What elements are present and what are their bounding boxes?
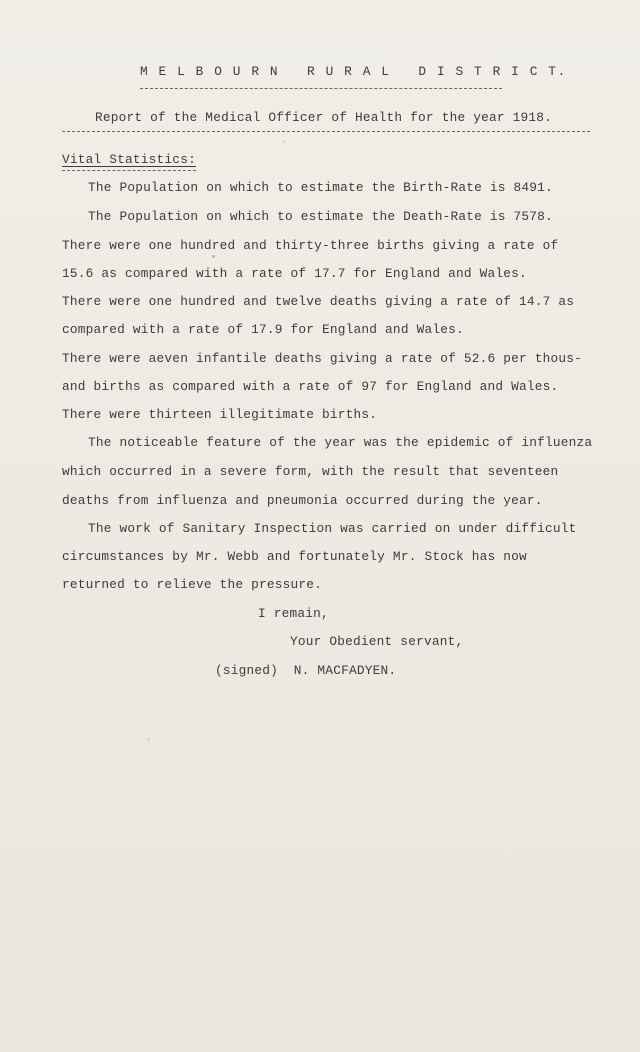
valediction-line: Your Obedient servant, (290, 634, 464, 649)
body-line: 15.6 as compared with a rate of 17.7 for England and Wales. (62, 266, 527, 281)
body-line: compared with a rate of 17.9 for England and Wales. (62, 322, 464, 337)
section-heading-rule (62, 170, 196, 171)
paper-speck (282, 140, 285, 143)
closing-line: I remain, (258, 606, 329, 621)
paper-speck (212, 255, 215, 258)
body-line: The work of Sanitary Inspection was carried on under difficult (88, 521, 577, 536)
subtitle-rule (62, 131, 590, 132)
body-line: The Population on which to estimate the Death-Rate is 7578. (88, 209, 553, 224)
paper-speck (147, 738, 150, 741)
body-line: The noticeable feature of the year was the epidemic of influenza (88, 435, 593, 450)
body-line: There were one hundred and twelve deaths giving a rate of 14.7 as (62, 294, 575, 309)
report-subtitle: Report of the Medical Officer of Health for the year 1918. (95, 110, 553, 125)
body-line: returned to relieve the pressure. (62, 577, 323, 592)
body-line: deaths from influenza and pneumonia occurred during the year. (62, 493, 543, 508)
district-title: M E L B O U R N R U R A L D I S T R I C T. (140, 64, 567, 79)
body-line: which occurred in a severe form, with the result that seventeen (62, 464, 559, 479)
body-line: There were one hundred and thirty-three births giving a rate of (62, 238, 559, 253)
body-line: There were aeven infantile deaths giving a rate of 52.6 per thous- (62, 351, 583, 366)
body-line: There were thirteen illegitimate births. (62, 407, 378, 422)
body-line: circumstances by Mr. Webb and fortunately Mr. Stock has now (62, 549, 527, 564)
body-line: and births as compared with a rate of 97 for England and Wales. (62, 379, 559, 394)
section-heading: Vital Statistics: (62, 152, 196, 167)
signature-line: (signed) N. MACFADYEN. (215, 663, 397, 678)
title-rule (140, 88, 502, 89)
body-line: The Population on which to estimate the Birth-Rate is 8491. (88, 180, 553, 195)
